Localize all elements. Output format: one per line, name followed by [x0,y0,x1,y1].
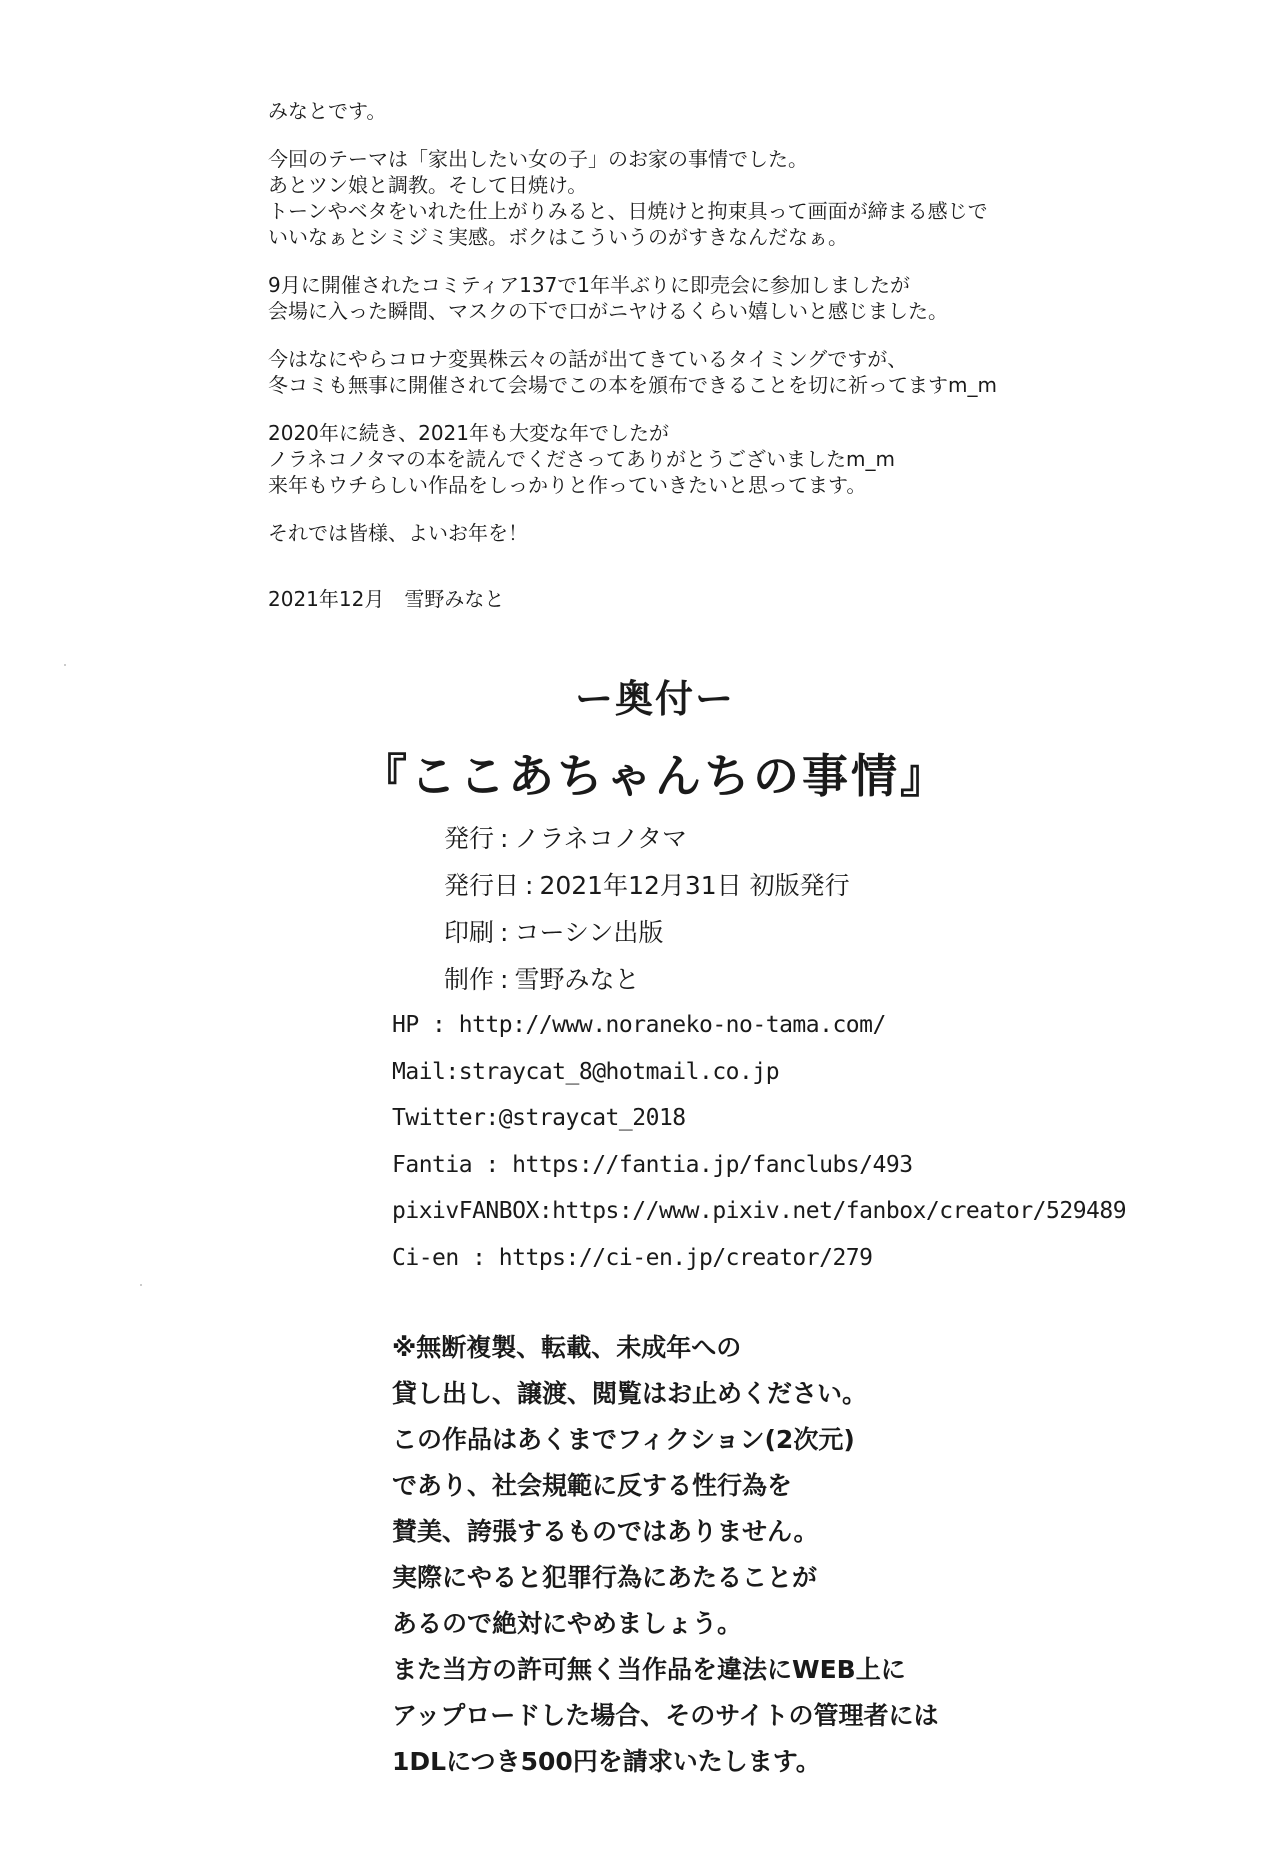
info-separator: : [500,918,509,947]
book-title: 『ここあちゃんちの事情』 [361,749,949,803]
link-twitter: Twitter:@straycat_2018 [392,1105,686,1131]
signature-line: 2021年12月 雪野みなと [268,587,505,611]
notice-line: また当方の許可無く当作品を違法にWEB上に [392,1655,906,1684]
afterword-line: それでは皆様、よいお年を！ [268,521,528,545]
notice-line: ※無断複製、転載、未成年への [392,1333,742,1362]
colophon-links [392,1006,1252,1285]
info-row-author [444,961,1144,1008]
notice-line: であり、社会規範に反する性行為を [392,1471,793,1500]
afterword-line: 2020年に続き、2021年も大変な年でしたが [268,421,669,445]
afterword-paragraph [268,420,1208,498]
info-row-publisher [444,820,1144,867]
link-pixivfanbox: pixivFANBOX:https://www.pixiv.net/fanbox/creator/529489 [392,1198,1127,1224]
link-ci-en: Ci-en : https://ci-en.jp/creator/279 [392,1244,873,1271]
info-label: 印刷 [444,918,495,947]
afterword-line: みなとです。 [268,99,387,123]
info-value: 2021年12月31日 初版発行 [539,871,850,900]
afterword-line: あとツン娘と調教。そして日焼け。 [268,173,588,197]
afterword-line: ノラネコノタマの本を読んでくださってありがとうございましたm_m [268,447,895,471]
info-row-publish-date [444,867,1144,914]
afterword-paragraph [268,146,1208,250]
info-separator: : [500,824,509,853]
info-value: ノラネコノタマ [514,824,687,853]
afterword [268,98,1208,634]
notice-line: 貸し出し、譲渡、閲覧はお止めください。 [392,1379,868,1408]
afterword-line: 今回のテーマは「家出したい女の子」のお家の事情でした。 [268,147,808,171]
afterword-line: いいなぁとシミジミ実感。ボクはこういうのがすきなんだなぁ。 [268,225,848,249]
notice-line: アップロードした場合、そのサイトの管理者には [392,1701,939,1730]
afterword-line: 今はなにやらコロナ変異株云々の話が出てきているタイミングですが、 [268,347,908,371]
info-value: 雪野みなと [514,965,640,994]
afterword-line: 9月に開催されたコミティア137で1年半ぶりに即売会に参加しましたが [268,273,911,297]
notice-line: 賛美、誇張するものではありません。 [392,1517,819,1546]
copyright-notice [392,1328,1252,1788]
afterword-paragraph [268,98,1208,124]
link-fantia: Fantia : https://fantia.jp/fanclubs/493 [392,1151,913,1178]
info-separator: : [525,871,534,900]
afterword-paragraph [268,346,1208,398]
afterword-line: 会場に入った瞬間、マスクの下で口がニヤけるくらい嬉しいと感じました。 [268,299,948,323]
afterword-line: 冬コミも無事に開催されて会場でこの本を頒布できることを切に祈ってますm_m [268,373,997,397]
info-label: 発行日 [444,871,520,900]
info-label: 制作 [444,965,495,994]
info-value: コーシン出版 [514,918,664,947]
link-mail: Mail:straycat_8@hotmail.co.jp [392,1058,780,1085]
link-homepage: HP : http://www.noraneko-no-tama.com/ [392,1012,886,1038]
colophon-info [444,820,1144,1008]
afterword-line: 来年もウチらしい作品をしっかりと作っていきたいと思ってます。 [268,473,867,497]
afterword-paragraph [268,272,1208,324]
info-label: 発行 [444,824,495,853]
colophon-heading: ー奥付ー [574,677,735,721]
info-row-printer [444,914,1144,961]
afterword-paragraph [268,520,1208,546]
info-separator: : [500,965,509,994]
notice-line: あるので絶対にやめましょう。 [392,1609,743,1638]
notice-line: 1DLにつき500円を請求いたします。 [392,1747,821,1776]
scan-speck [64,664,66,666]
notice-line: 実際にやると犯罪行為にあたることが [392,1563,818,1592]
afterword-signature [268,586,1208,612]
scan-speck [140,1284,142,1286]
notice-line: この作品はあくまでフィクション(2次元) [392,1425,855,1454]
afterword-line: トーンやベタをいれた仕上がりみると、日焼けと拘束具って画面が締まる感じで [268,199,988,223]
